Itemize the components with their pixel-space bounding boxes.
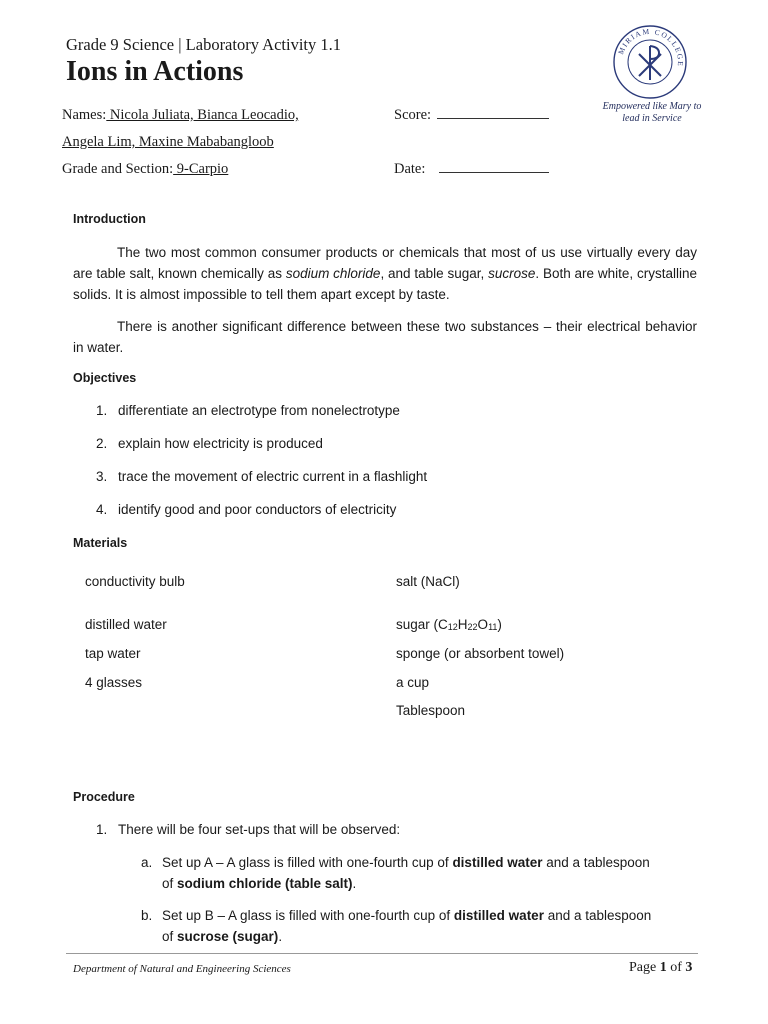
section-line (62, 161, 228, 178)
seal-ring-text: MIRIAM COLLEGE (616, 26, 686, 68)
procedure-setup-a (141, 852, 697, 894)
score-line (394, 107, 549, 124)
material-item: tap water (85, 646, 141, 661)
footer-rule (66, 953, 698, 954)
date-line (394, 161, 549, 178)
setup-b-end: . (278, 929, 283, 944)
date-label: Date: (394, 161, 426, 177)
setup-b-of: of (162, 929, 178, 944)
score-label: Score: (394, 107, 432, 123)
procedure-step-number: 1. (96, 822, 108, 837)
material-item: a cup (396, 675, 430, 690)
setup-a-end: . (352, 876, 357, 891)
miriam-college-seal-logo (612, 24, 688, 100)
sugar-h-subscript: 22 (467, 622, 478, 632)
objective-text: differentiate an electrotype from nonelectrotype (118, 403, 400, 418)
page-title: Ions in Actions (66, 56, 244, 87)
setup-letter: b. (141, 908, 153, 923)
setup-a-text-mid: and a tablespoon (542, 855, 650, 870)
page-total: 3 (685, 960, 693, 975)
objective-item (96, 436, 323, 451)
setup-a-sodium-chloride: sodium chloride (table salt) (177, 876, 353, 891)
setup-a-text: Set up A – A glass is filled with one-fourth cup of (162, 855, 453, 870)
sugar-h: H (457, 617, 468, 632)
procedure-setup-b (141, 905, 697, 947)
objective-item (96, 502, 396, 517)
setup-b-sucrose: sucrose (sugar) (177, 929, 279, 944)
objective-text: trace the movement of electric current in a flashlight (118, 469, 428, 484)
intro-p1-text-a: The two most common consumer products or chemicals that most of us use virtually every day are table salt, known chemically as (73, 245, 697, 281)
setup-letter: a. (141, 855, 153, 870)
footer-department: Department of Natural and Engineering Sciences (73, 963, 291, 975)
objective-number: 2. (96, 436, 108, 451)
sugar-c-subscript: 12 (447, 622, 458, 632)
introduction-paragraph-1 (73, 242, 697, 305)
introduction-paragraph-2: There is another significant difference between these two substances – their electrical behavior in water. (73, 319, 697, 355)
intro-p1-text-b: , and table sugar, (380, 266, 489, 281)
objective-text: identify good and poor conductors of electricity (118, 502, 397, 517)
intro-p1-sodium-chloride: sodium chloride (285, 266, 381, 281)
material-item-sugar (396, 617, 502, 632)
date-blank (439, 161, 549, 173)
objective-item (96, 469, 427, 484)
score-blank (437, 107, 549, 119)
material-item: distilled water (85, 617, 167, 632)
names-value-2: Angela Lim, Maxine Mababangloob (62, 134, 274, 150)
footer-page-number (629, 960, 692, 976)
material-item: conductivity bulb (85, 574, 185, 589)
seal-motto: Empowered like Mary to lead in Service (602, 101, 702, 124)
names-label: Names: (62, 107, 107, 123)
objectives-heading: Objectives (73, 371, 137, 385)
objective-item (96, 403, 400, 418)
procedure-step-text: There will be four set-ups that will be observed: (118, 822, 401, 837)
materials-heading: Materials (73, 536, 128, 550)
procedure-step-1 (96, 822, 400, 837)
sugar-prefix: sugar (C (396, 617, 448, 632)
sugar-o-subscript: 11 (488, 622, 498, 632)
names-line-2 (62, 134, 274, 151)
material-item: Tablespoon (396, 703, 466, 718)
introduction-heading: Introduction (73, 212, 146, 226)
names-line (62, 107, 299, 124)
setup-b-text: Set up B – A glass is filled with one-fourth cup of (162, 908, 454, 923)
setup-b-distilled-water: distilled water (453, 908, 544, 923)
page-current: 1 (659, 960, 667, 975)
sugar-suffix: ) (497, 617, 502, 632)
objective-number: 1. (96, 403, 108, 418)
setup-a-of: of (162, 876, 178, 891)
objective-number: 4. (96, 502, 108, 517)
objective-text: explain how electricity is produced (118, 436, 323, 451)
setup-a-distilled-water: distilled water (452, 855, 543, 870)
material-item: salt (NaCl) (396, 574, 460, 589)
setup-b-text-mid: and a tablespoon (543, 908, 652, 923)
intro-p1-sucrose: sucrose (488, 266, 536, 281)
sugar-o: O (477, 617, 489, 632)
material-item: 4 glasses (85, 675, 143, 690)
page-label: Page (629, 960, 660, 975)
page-of: of (666, 960, 686, 975)
procedure-heading: Procedure (73, 790, 135, 804)
material-item: sponge (or absorbent towel) (396, 646, 565, 661)
course-line: Grade 9 Science | Laboratory Activity 1.1 (66, 35, 342, 54)
names-value-1: Nicola Juliata, Bianca Leocadio, (106, 107, 299, 123)
section-value: 9-Carpio (173, 161, 229, 177)
intro-p1-text-c: . Both are white, crystalline solids. It is almost impossible to tell them apart except by taste. (73, 266, 697, 302)
section-label: Grade and Section: (62, 161, 174, 177)
objective-number: 3. (96, 469, 108, 484)
